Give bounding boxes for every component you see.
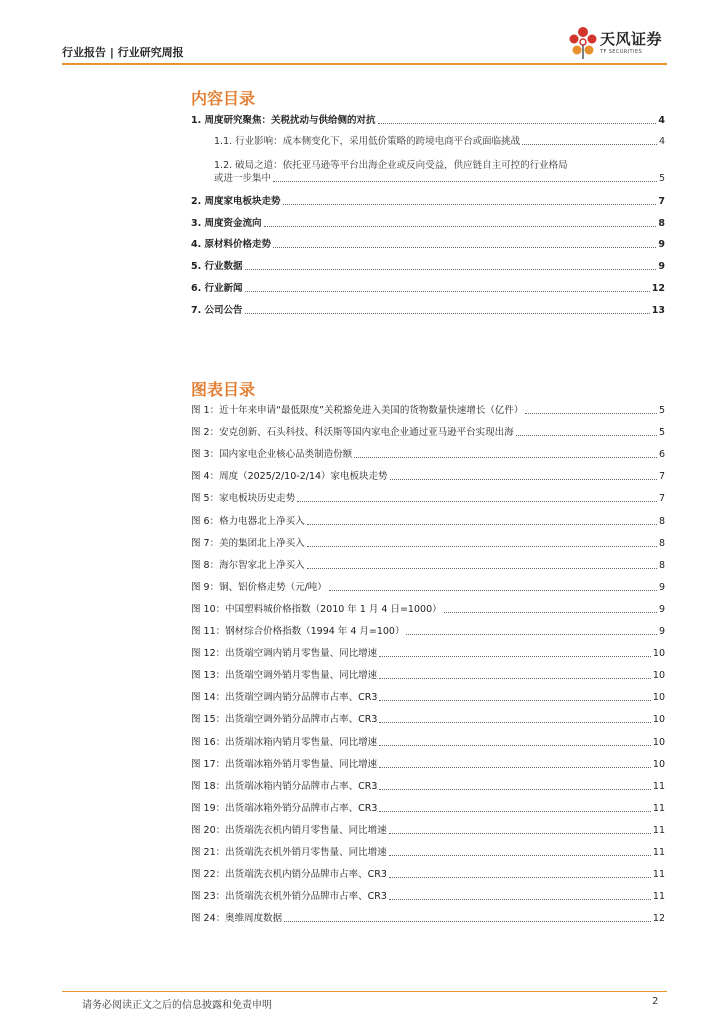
dot-leader (283, 203, 657, 205)
dot-leader (379, 721, 651, 723)
figure-item-page: 11 (652, 869, 665, 881)
figure-item-page: 5 (658, 427, 665, 439)
figure-item-page: 11 (652, 824, 665, 836)
figure-item-label: 图 9：铜、铝价格走势（元/吨） (191, 581, 327, 593)
figure-item-label: 图 21：出货端洗衣机外销月零售量、同比增速 (191, 847, 387, 858)
dot-leader (390, 478, 657, 480)
figure-list-item[interactable] (191, 604, 665, 616)
dot-leader (522, 143, 657, 145)
toc-item-label: 3. 周度资金流向 (191, 218, 262, 229)
dot-leader (307, 545, 657, 547)
toc-item-page: 5 (658, 173, 665, 184)
figure-list-item[interactable] (191, 648, 665, 660)
figure-list-item[interactable] (191, 714, 665, 726)
figure-item-label: 图 22：出货端洗衣机内销分品牌市占率、CR3 (191, 869, 387, 881)
figure-item-label: 图 7：美的集团北上净买入 (191, 537, 305, 549)
dot-leader (444, 611, 657, 613)
footer-divider (62, 991, 667, 992)
figure-list-item[interactable] (191, 405, 665, 417)
dot-leader (379, 744, 651, 746)
toc-item-page: 4 (658, 115, 665, 126)
figure-item-label: 图 18：出货端冰箱内销分品牌市占率、CR3 (191, 780, 378, 792)
dot-leader (307, 567, 657, 569)
dot-leader (245, 312, 650, 314)
figure-item-page: 5 (658, 405, 665, 416)
figure-list-item[interactable] (191, 913, 665, 925)
figure-list-item[interactable] (191, 449, 665, 461)
figure-item-page: 6 (658, 449, 665, 461)
dot-leader (245, 290, 650, 292)
dot-leader (379, 766, 651, 768)
dot-leader (264, 225, 657, 227)
figure-list-item[interactable] (191, 582, 665, 594)
dot-leader (379, 677, 651, 679)
dot-leader (329, 589, 657, 591)
toc-item-7[interactable] (191, 305, 665, 317)
figure-list-item[interactable] (191, 626, 665, 638)
tf-securities-flower-logo-icon (567, 26, 599, 60)
figure-item-label: 图 11：钢材综合价格指数（1994 年 4 月=100） (191, 626, 405, 637)
figure-item-page: 11 (652, 780, 665, 792)
figure-list-item[interactable] (191, 869, 665, 881)
toc-item-label: 1.1. 行业影响：成本侧变化下，采用低价策略的跨境电商平台或面临挑战 (214, 136, 521, 147)
toc-item-2[interactable] (191, 196, 665, 208)
figure-item-page: 10 (652, 714, 665, 726)
toc-item-page: 13 (651, 305, 665, 316)
figure-item-page: 10 (652, 692, 665, 704)
toc-item-1-2-line1[interactable]: 1.2. 破局之道：依托亚马逊等平台出海企业或反向受益，供应链自主可控的行业格局 (214, 160, 568, 171)
figure-item-label: 图 23：出货端洗衣机外销分品牌市占率、CR3 (191, 891, 387, 903)
toc-item-label: 6. 行业新闻 (191, 283, 243, 294)
page-number: 2 (652, 996, 659, 1007)
figure-item-label: 图 8：海尔智家北上净买入 (191, 559, 305, 571)
figure-item-label: 图 13：出货端空调外销月零售量、同比增速 (191, 670, 378, 682)
figure-item-label: 图 14：出货端空调内销分品牌市占率、CR3 (191, 692, 378, 704)
dot-leader (378, 122, 657, 124)
figure-item-page: 11 (652, 802, 665, 814)
figure-item-page: 7 (658, 471, 665, 483)
figure-item-page: 8 (658, 537, 665, 549)
figure-item-label: 图 17：出货端冰箱外销月零售量、同比增速 (191, 758, 378, 770)
toc-item-1[interactable] (191, 115, 665, 127)
figure-item-label: 图 15：出货端空调外销分品牌市占率、CR3 (191, 714, 378, 726)
toc-item-label: 2. 周度家电板块走势 (191, 196, 281, 207)
toc-item-1-1[interactable] (214, 136, 665, 148)
dot-leader (389, 832, 651, 834)
figure-item-page: 9 (658, 626, 665, 637)
figure-item-label: 图 20：出货端洗衣机内销月零售量、同比增速 (191, 824, 387, 836)
figure-item-page: 11 (652, 891, 665, 903)
company-name-en: TF SECURITIES (600, 49, 643, 55)
toc-item-page: 9 (658, 239, 665, 250)
figure-list-item[interactable] (191, 670, 665, 682)
toc-item-label: 4. 原材料价格走势 (191, 239, 272, 250)
toc-item-label: 5. 行业数据 (191, 261, 243, 272)
figure-list-item[interactable] (191, 427, 665, 439)
footer-disclaimer: 请务必阅读正文之后的信息披露和免责申明 (82, 1000, 272, 1011)
figure-item-page: 8 (658, 559, 665, 571)
figure-item-page: 7 (658, 493, 665, 505)
toc-item-label: 1. 周度研究聚焦：关税扰动与供给侧的对抗 (191, 115, 376, 126)
toc-item-label: 7. 公司公告 (191, 305, 243, 316)
figure-item-page: 10 (652, 736, 665, 748)
contents-title: 内容目录 (191, 89, 256, 108)
dot-leader (273, 246, 656, 248)
dot-leader (516, 434, 657, 436)
figure-list-item[interactable] (191, 538, 665, 550)
dot-leader (297, 500, 657, 502)
figure-item-label: 图 1：近十年来申请“最低限度”关税豁免进入美国的货物数量快速增长（亿件） (191, 405, 524, 416)
figure-item-page: 10 (652, 758, 665, 770)
figure-item-label: 图 19：出货端冰箱外销分品牌市占率、CR3 (191, 802, 378, 814)
figure-item-page: 9 (658, 581, 665, 593)
figure-item-page: 11 (652, 847, 665, 858)
dot-leader (379, 655, 651, 657)
dot-leader (379, 699, 651, 701)
toc-item-page: 7 (658, 196, 665, 207)
toc-item-page: 12 (651, 283, 665, 294)
toc-item-3[interactable] (191, 218, 665, 230)
figure-list-item[interactable] (191, 847, 665, 859)
figure-list-item[interactable] (191, 759, 665, 771)
figure-item-label: 图 6：格力电器北上净买入 (191, 515, 305, 527)
figure-list-item[interactable] (191, 737, 665, 749)
report-type-label: 行业报告 | 行业研究周报 (62, 46, 184, 59)
figure-item-page: 10 (652, 670, 665, 682)
figure-list-item[interactable] (191, 493, 665, 505)
company-logo (567, 26, 677, 62)
toc-item-label: 或进一步集中 (214, 173, 272, 184)
header-divider (62, 63, 667, 65)
figure-list-item[interactable] (191, 781, 665, 793)
dot-leader (379, 788, 651, 790)
figure-list-item[interactable] (191, 692, 665, 704)
figure-item-label: 图 2：安克创新、石头科技、科沃斯等国内家电企业通过亚马逊平台实现出海 (191, 427, 514, 439)
company-name: 天风证券 (600, 30, 663, 48)
figure-item-label: 图 12：出货端空调内销月零售量、同比增速 (191, 648, 378, 660)
toc-item-5[interactable] (191, 261, 665, 273)
figure-list-item[interactable] (191, 825, 665, 837)
dot-leader (354, 456, 657, 458)
figures-title: 图表目录 (191, 380, 256, 399)
dot-leader (273, 180, 657, 182)
dot-leader (284, 920, 651, 922)
figure-list-item[interactable] (191, 471, 665, 483)
figure-item-label: 图 4：周度（2025/2/10-2/14）家电板块走势 (191, 471, 388, 483)
toc-item-1-2[interactable] (214, 173, 665, 185)
toc-item-6[interactable] (191, 283, 665, 295)
figure-item-label: 图 10：中国塑料城价格指数（2010 年 1 月 4 日=1000） (191, 603, 442, 615)
figure-list-item[interactable] (191, 803, 665, 815)
dot-leader (406, 633, 656, 635)
toc-item-page: 8 (658, 218, 665, 229)
dot-leader (389, 898, 651, 900)
dot-leader (379, 810, 651, 812)
figure-list-item[interactable] (191, 891, 665, 903)
figure-list-item[interactable] (191, 560, 665, 572)
dot-leader (389, 854, 651, 856)
figure-item-label: 图 3：国内家电企业核心品类制造份额 (191, 449, 353, 461)
dot-leader (245, 268, 657, 270)
figure-item-page: 12 (652, 913, 665, 925)
dot-leader (525, 412, 657, 414)
toc-item-4[interactable] (191, 239, 665, 251)
figure-list-item[interactable] (191, 516, 665, 528)
figure-item-page: 10 (652, 648, 665, 660)
toc-item-page: 9 (658, 261, 665, 272)
figure-item-page: 8 (658, 515, 665, 527)
dot-leader (307, 523, 657, 525)
dot-leader (389, 876, 651, 878)
figure-item-label: 图 24：奥维周度数据 (191, 913, 283, 925)
figure-item-page: 9 (658, 603, 665, 615)
figure-item-label: 图 5：家电板块历史走势 (191, 493, 296, 505)
toc-item-page: 4 (658, 136, 665, 147)
figure-item-label: 图 16：出货端冰箱内销月零售量、同比增速 (191, 736, 378, 748)
